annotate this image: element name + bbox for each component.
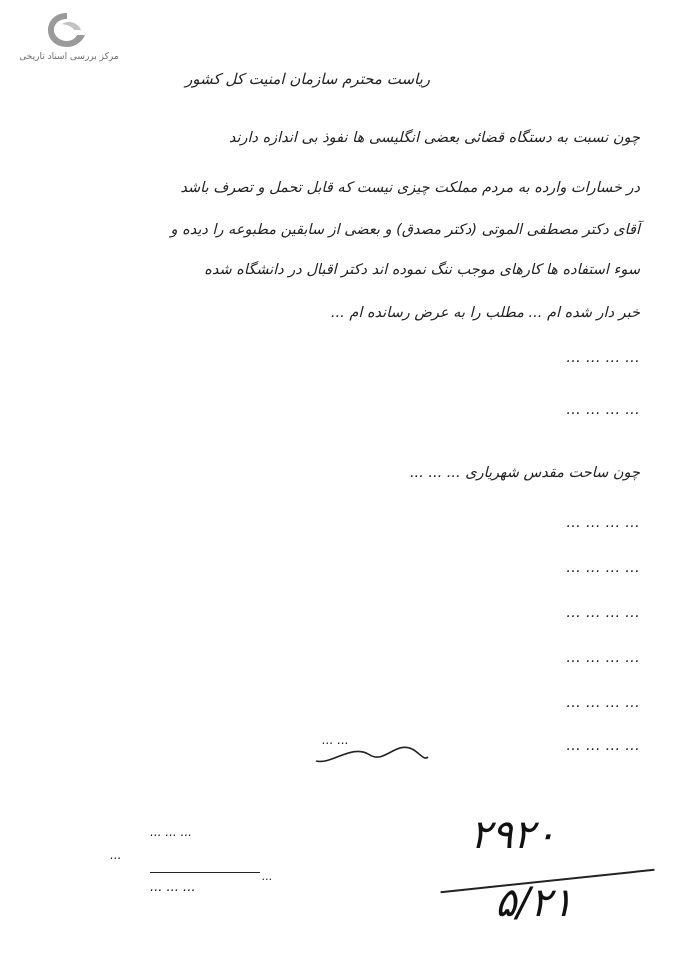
signature-text: ... ... [322,733,349,747]
letter-line: چون نسبت به دستگاه قضائی بعضی انگلیسی ها نفوذ بی اندازه دارند [228,130,640,146]
letter-line: ... ... ... ... [566,738,640,754]
logo-caption: مرکز بررسی اسناد تاریخی [19,52,119,62]
letter-salutation: ریاست محترم سازمان امنیت کل کشور [185,70,430,88]
letter-line: چون ساحت مقدس شهریاری ... ... ... [409,465,640,481]
letter-line: ... ... ... ... [566,350,640,366]
footer-note-name: ... [110,848,122,862]
letter-line: ... ... ... ... [566,605,640,621]
letter-line: ... ... ... ... [566,515,640,531]
letter-line: ... ... ... ... [566,695,640,711]
letter-line: در خسارات وارده به مردم مملکت چیزی نیست که قابل تحمل و تصرف باشد [180,180,640,196]
archive-logo [14,10,124,60]
letter-line: ... ... ... ... [566,560,640,576]
reference-number-bottom: ۵/۲۱ [495,880,573,926]
footer-note-small: ... [262,870,273,883]
letter-line: ... ... ... ... [566,650,640,666]
letter-line: ... ... ... ... [566,402,640,418]
footer-note: ... ... ... [150,825,192,839]
reference-number-top: ۲۹۲۰ [470,812,556,858]
footer-note-numbers: ... ... ... [150,880,196,895]
letter-line: خبر دار شده ام ... مطلب را به عرض رسانده ام ... [330,305,640,321]
footer-note-rule [150,872,260,873]
letter-line: آقای دکتر مصطفی الموتی (دکتر مصدق) و بعضی از سابقین مطبوعه را دیده و [170,222,640,238]
letter-line: سوء استفاده ها کارهای موجب ننگ نموده اند دکتر اقبال در دانشگاه شده [204,262,640,278]
archive-emblem-icon [44,10,90,50]
